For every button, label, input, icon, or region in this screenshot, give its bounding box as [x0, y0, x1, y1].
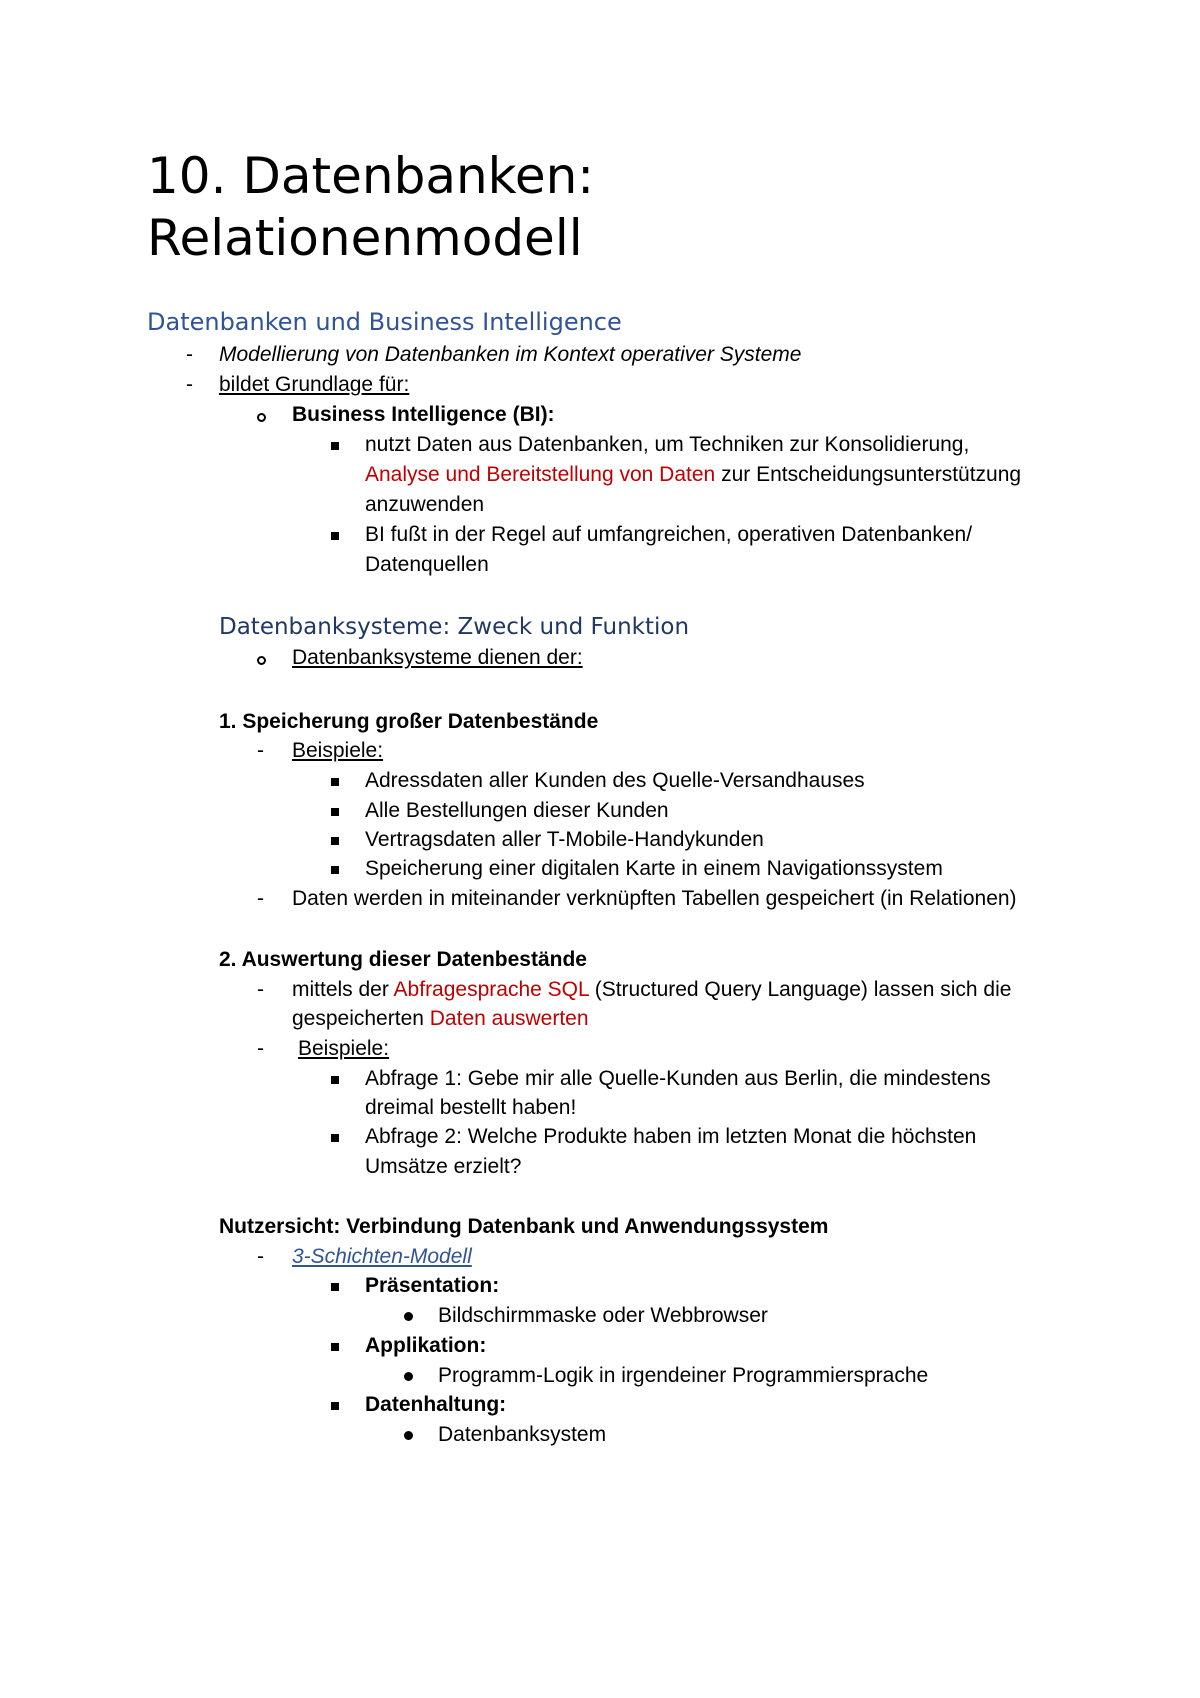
list-item: Modellierung von Datenbanken im Kontext operativer Systeme [219, 343, 802, 366]
highlight-text: Abfragesprache SQL [393, 978, 589, 1001]
square-bullet-icon [331, 1343, 339, 1351]
dash-bullet-icon: - [257, 1245, 264, 1268]
bi-paragraph-line [365, 461, 1021, 489]
list-item: Abfrage 2: Welche Produkte haben im letzten Monat die höchsten [365, 1125, 977, 1148]
list-item: Vertragsdaten aller T-Mobile-Handykunden [365, 828, 764, 851]
list-item: Abfrage 1: Gebe mir alle Quelle-Kunden aus Berlin, die mindestens [365, 1067, 991, 1090]
list-item: Umsätze erzielt? [365, 1155, 522, 1178]
filled-circle-bullet-icon [404, 1372, 413, 1381]
square-bullet-icon [331, 808, 339, 816]
layer-detail: Bildschirmmaske oder Webbrowser [438, 1304, 768, 1327]
bi-paragraph-line: Datenquellen [365, 553, 489, 576]
text-segment: (Structured Query Language) lassen sich die [588, 978, 1012, 1001]
bi-paragraph-line: nutzt Daten aus Datenbanken, um Techniken zur Konsolidierung, [365, 433, 970, 456]
examples-label: Beispiele: [298, 1037, 390, 1060]
hollow-circle-bullet-icon [257, 656, 266, 665]
square-bullet-icon [331, 778, 339, 786]
dash-bullet-icon: - [257, 887, 264, 910]
layer-detail: Datenbanksystem [438, 1423, 607, 1446]
list-item [292, 976, 1011, 1004]
list-item: Alle Bestellungen dieser Kunden [365, 799, 669, 822]
square-bullet-icon [331, 1076, 339, 1084]
dash-bullet-icon: - [257, 1037, 264, 1060]
three-tier-model-link[interactable]: 3-Schichten-Modell [292, 1245, 472, 1268]
dash-bullet-icon: - [186, 343, 193, 366]
examples-label: Beispiele: [292, 739, 384, 762]
list-item: Datenbanksysteme dienen der: [292, 646, 583, 669]
list-item: dreimal bestellt haben! [365, 1096, 577, 1119]
point-heading-1: 1. Speicherung großer Datenbestände [219, 710, 599, 733]
square-bullet-icon [331, 1283, 339, 1291]
bi-heading: Business Intelligence (BI): [292, 403, 555, 426]
list-item: Speicherung einer digitalen Karte in einem Navigationssystem [365, 857, 943, 880]
dash-bullet-icon: - [257, 739, 264, 762]
point-heading-2: 2. Auswertung dieser Datenbestände [219, 948, 587, 971]
layer-name: Datenhaltung: [365, 1393, 507, 1416]
square-bullet-icon [331, 837, 339, 845]
square-bullet-icon [331, 532, 339, 540]
page-title-line-2: Relationenmodell [147, 209, 583, 267]
text-segment: mittels der [292, 978, 394, 1001]
section-heading-bi: Datenbanken und Business Intelligence [147, 308, 622, 336]
dash-bullet-icon: - [257, 978, 264, 1001]
text-segment: gespeicherten [292, 1007, 430, 1030]
bi-paragraph-line: anzuwenden [365, 493, 485, 516]
dash-bullet-icon: - [186, 373, 193, 396]
filled-circle-bullet-icon [404, 1431, 413, 1440]
square-bullet-icon [331, 1402, 339, 1410]
section-heading-user-view: Nutzersicht: Verbindung Datenbank und Anwendungssystem [219, 1215, 829, 1238]
section-heading-dbs: Datenbanksysteme: Zweck und Funktion [219, 614, 690, 640]
list-item: bildet Grundlage für: [219, 373, 410, 396]
bi-paragraph-line: BI fußt in der Regel auf umfangreichen, operativen Datenbanken/ [365, 523, 973, 546]
filled-circle-bullet-icon [404, 1312, 413, 1321]
layer-detail: Programm-Logik in irgendeiner Programmiersprache [438, 1364, 929, 1387]
layer-name: Applikation: [365, 1334, 487, 1357]
layer-name: Präsentation: [365, 1274, 500, 1297]
square-bullet-icon [331, 866, 339, 874]
hollow-circle-bullet-icon [257, 413, 266, 422]
list-item: Daten werden in miteinander verknüpften Tabellen gespeichert (in Relationen) [292, 887, 1017, 910]
square-bullet-icon [331, 1134, 339, 1142]
highlight-text: Daten auswerten [429, 1007, 589, 1030]
page-title-line-1: 10. Datenbanken: [147, 147, 595, 205]
text-segment: zur Entscheidungsunterstützung [715, 463, 1022, 486]
list-item: Adressdaten aller Kunden des Quelle-Versandhauses [365, 769, 865, 792]
list-item [292, 1005, 589, 1033]
square-bullet-icon [331, 442, 339, 450]
highlight-text: Analyse und Bereitstellung von Daten [365, 463, 716, 486]
